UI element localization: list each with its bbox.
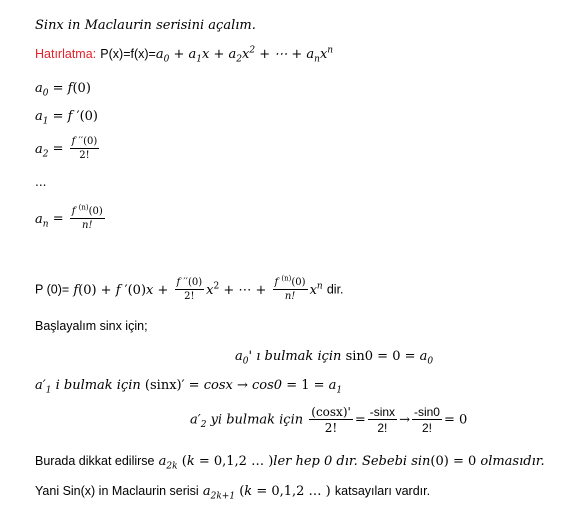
a1-def: $a_1 = f$ ′(0) xyxy=(35,109,98,127)
an-def: $a_n$ = $\frac{f ^{(n)}(0)}{n!}$ xyxy=(35,203,103,231)
reminder-lhs: P(x)=f(x)= xyxy=(100,47,156,61)
note-line: Burada dikkat edilirse $a_{2k}$ (k = 0,1,2 … )ler hep 0 dır. Sebebi sin(0) = 0 olmasıdır. xyxy=(35,454,545,472)
reminder-label: Hatırlatma: xyxy=(35,47,97,61)
final-end: katsayıları vardır. xyxy=(334,484,431,498)
note-end: ler hep 0 dır. Sebebi xyxy=(273,454,408,469)
a2-def: $a_2$ = $\frac{f ''(0)}{2!}$ xyxy=(35,136,98,161)
reminder-line xyxy=(35,45,334,65)
a1-line: $a'_1$ i bulmak için $(\sin x)' = \cos x \to \cos 0 = 1 = a_1$ xyxy=(35,378,343,396)
final-start: Yani Sin(x) in Maclaurin serisi xyxy=(35,484,199,498)
p0-suffix: dir. xyxy=(326,282,344,297)
p0-line: P (0)= f(0) + f ′(0)x + $\frac{f ''(0)}{2!}$ $x^2$ + ⋯ + $\frac{f ^{(n)}(0)}{n!}$ $x^n$ dir. xyxy=(35,274,344,302)
a0-line: $a_0'$ ı bulmak için $\sin 0 = 0 = a_0$ xyxy=(235,349,434,367)
a0-text: bulmak için xyxy=(264,349,342,364)
reminder-series: $a_0 + a_1x + a_2x^2$ + ⋯ + $a_nx^n$ xyxy=(155,45,334,65)
note-start: Burada dikkat edilirse xyxy=(35,454,155,468)
begin-text: Başlayalım sinx için; xyxy=(35,319,148,333)
ellipsis: ... xyxy=(35,175,47,189)
a0-def: $a_0 = f(0)$ xyxy=(35,81,91,99)
note-tail: olmasıdır. xyxy=(480,454,545,469)
doc-title: Sinx in Maclaurin serisini açalım. xyxy=(35,18,256,33)
p0-prefix: P (0)= xyxy=(35,282,70,297)
final-line: Yani Sin(x) in Maclaurin serisi $a_{2k+1}$ (k = 0,1,2 … ) katsayıları vardır. xyxy=(35,484,431,502)
a2-line: $a'_2$ yi bulmak için $\frac{(\cos x)'}{2!}$ = $\frac{-\sin x}{2!}$ → $\frac{-\sin 0}{2!}$ = 0 xyxy=(190,405,468,435)
a1-text: i bulmak için xyxy=(55,378,141,393)
a2-text: yi bulmak için xyxy=(210,412,304,428)
